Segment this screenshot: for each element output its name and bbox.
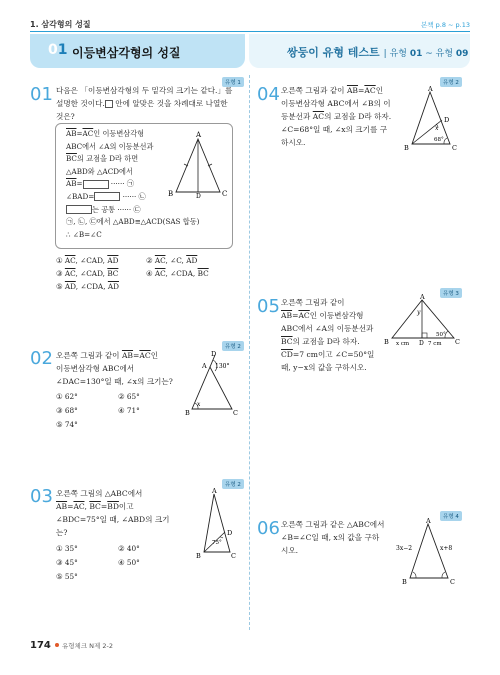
- vertex-label-c: C: [222, 190, 228, 198]
- choice-item[interactable]: ② $\overline{AC}$, ∠C, $\overline{AD}$: [146, 256, 198, 265]
- side-label: 3x−2: [396, 545, 413, 552]
- vertex-label-a: A: [202, 362, 207, 370]
- vertex-label-b: B: [185, 409, 190, 417]
- triangle-figure: [168, 130, 232, 198]
- question-text: 오른쪽 그림과 같이 $\overline{AB}=\overline{AC}$인 이등변삼각형 ABC에서 ∠DAC=130°일 때, ∠x의 크기는?: [56, 351, 173, 386]
- vertex-label-c: C: [233, 409, 238, 417]
- variable-label: x: [435, 125, 439, 132]
- choice-item[interactable]: ⑤ $\overline{AD}$, ∠CDA, $\overline{AD}$: [56, 282, 119, 291]
- choice-item[interactable]: ① 35°: [56, 544, 78, 553]
- vertex-label-d: D: [211, 351, 217, 358]
- vertex-label-a: A: [428, 85, 433, 93]
- vertex-label-d: D: [419, 340, 424, 347]
- book-title: 유형체크 N제 2-2: [62, 642, 114, 650]
- choice-item[interactable]: ① $\overline{AC}$, ∠CAD, $\overline{AD}$: [56, 256, 119, 265]
- length-label: 7 cm: [428, 341, 442, 347]
- answer-blank: [83, 180, 109, 189]
- vertex-label-d: D: [227, 529, 233, 537]
- type-tag: 유형 2: [222, 341, 244, 351]
- choice-item[interactable]: ② 65°: [118, 392, 140, 401]
- angle-label: 68°: [434, 137, 444, 143]
- triangle-figure: [392, 516, 468, 588]
- triangle-figure: [182, 351, 242, 419]
- question-number: 04: [257, 84, 280, 105]
- proof-text: $\overline{AB}=\overline{AC}$인 이등변삼각형 ABC에서 ∠A의 이등분선과 $\overline{BC}$의 교점을 D라 하면 △ABD와 △ACD에서 $\overline{AB}=$ ······ ㉠ ∠BAD= ······ ㉡ 는 공통 ······ ㉢ ㉠, ㉡, ㉢에서 △ABD≡△ACD(SAS 합동) ∴ ∠B=∠C: [66, 129, 200, 239]
- section-title: 이등변삼각형의 성질: [72, 46, 181, 60]
- type-tag: 유형 1: [222, 77, 244, 87]
- choice-item[interactable]: ④ 50°: [118, 558, 140, 567]
- type-tag: 유형 2: [440, 77, 462, 87]
- section-number: 01: [48, 42, 68, 58]
- type-tag: 유형 2: [222, 479, 244, 489]
- vertex-label-b: B: [196, 552, 201, 560]
- question-number: 03: [30, 486, 53, 507]
- question-number: 01: [30, 84, 53, 105]
- test-header: [249, 34, 470, 68]
- choice-item[interactable]: ③ 45°: [56, 558, 78, 567]
- answer-blank: [66, 205, 92, 214]
- choice-item[interactable]: ⑤ 55°: [56, 572, 78, 581]
- test-range: | 유형 01 ~ 유형 09: [383, 49, 469, 59]
- chapter-title: 1. 삼각형의 성질: [30, 20, 91, 29]
- vertex-label-c: C: [231, 552, 236, 560]
- vertex-label-a: A: [420, 294, 425, 301]
- question-number: 02: [30, 348, 53, 369]
- vertex-label-a: A: [196, 131, 202, 139]
- reference-pages: 본책 p.8 ~ p.13: [421, 21, 470, 29]
- vertex-label-c: C: [450, 578, 455, 586]
- question-number: 06: [257, 518, 280, 539]
- triangle-figure: [402, 84, 462, 154]
- triangle-figure: [382, 294, 464, 350]
- variable-label: x: [197, 401, 201, 408]
- section-header: [30, 34, 245, 68]
- triangle-figure: [192, 486, 242, 560]
- choice-item[interactable]: ③ $\overline{AC}$, ∠CAD, $\overline{BC}$: [56, 269, 119, 278]
- length-label: x cm: [396, 341, 410, 347]
- vertex-label-b: B: [402, 578, 407, 586]
- question-text: 다음은 「이등변삼각형의 두 밑각의 크기는 같다.」를 설명한 것이다. 안에 알맞은 것을 차례대로 나열한 것은?: [56, 86, 233, 121]
- question-text: 오른쪽 그림과 같은 △ABC에서 ∠B=∠C일 때, x의 값을 구하 시오.: [281, 520, 385, 555]
- choice-item[interactable]: ④ 71°: [118, 406, 140, 415]
- vertex-label-c: C: [455, 338, 460, 346]
- vertex-label-b: B: [168, 190, 174, 198]
- question-text: 오른쪽 그림과 같이 $\overline{AB}=\overline{AC}$인 이등변삼각형 ABC에서 ∠A의 이등분선과 $\overline{BC}$의 교점을 D라 하자. $\overline{CD}=7$ cm이고 ∠C=50°일 때, y−x의 값을 구하시오.: [281, 298, 375, 372]
- page-number: 174: [30, 640, 51, 651]
- vertex-label-b: B: [384, 338, 389, 346]
- vertex-label-a: A: [212, 487, 217, 495]
- choice-item[interactable]: ① 62°: [56, 392, 78, 401]
- angle-label: 75°: [212, 540, 222, 546]
- choice-item[interactable]: ② 40°: [118, 544, 140, 553]
- choice-item[interactable]: ④ $\overline{AC}$, ∠CDA, $\overline{BC}$: [146, 269, 209, 278]
- question-text: 오른쪽 그림의 △ABC에서 $\overline{AB}=\overline{AC}$, $\overline{BC}=\overline{BD}$이고 ∠BDC=75°일 때, ∠ABD의 크기 는?: [56, 489, 170, 537]
- type-tag: 유형 4: [440, 511, 462, 521]
- choice-item[interactable]: ③ 68°: [56, 406, 78, 415]
- type-tag: 유형 3: [440, 288, 462, 298]
- vertex-label-c: C: [452, 144, 457, 152]
- chapter-divider: [30, 31, 470, 32]
- variable-label: y: [417, 309, 421, 316]
- vertex-label-d: D: [196, 193, 201, 198]
- angle-label: 50°: [436, 332, 446, 338]
- answer-blank: [94, 192, 120, 201]
- vertex-label-a: A: [426, 517, 431, 525]
- proof-box: [55, 123, 233, 249]
- bullet-icon: [55, 643, 59, 647]
- column-divider: [249, 75, 250, 630]
- blank-icon: [105, 100, 113, 108]
- angle-label: 130°: [215, 363, 230, 370]
- side-label: x+8: [440, 545, 453, 552]
- question-text: 오른쪽 그림과 같이 $\overline{AB}=\overline{AC}$인 이등변삼각형 ABC에서 ∠B의 이 등분선과 $\overline{AC}$의 교점을 D라 하자. ∠C=68°일 때, ∠x의 크기를 구 하시오.: [281, 86, 392, 147]
- choice-item[interactable]: ⑤ 74°: [56, 420, 78, 429]
- vertex-label-b: B: [404, 144, 409, 152]
- question-number: 05: [257, 296, 280, 317]
- vertex-label-d: D: [444, 116, 450, 124]
- test-title: 쌍둥이 유형 테스트 | 유형 01 ~ 유형 09: [287, 46, 469, 59]
